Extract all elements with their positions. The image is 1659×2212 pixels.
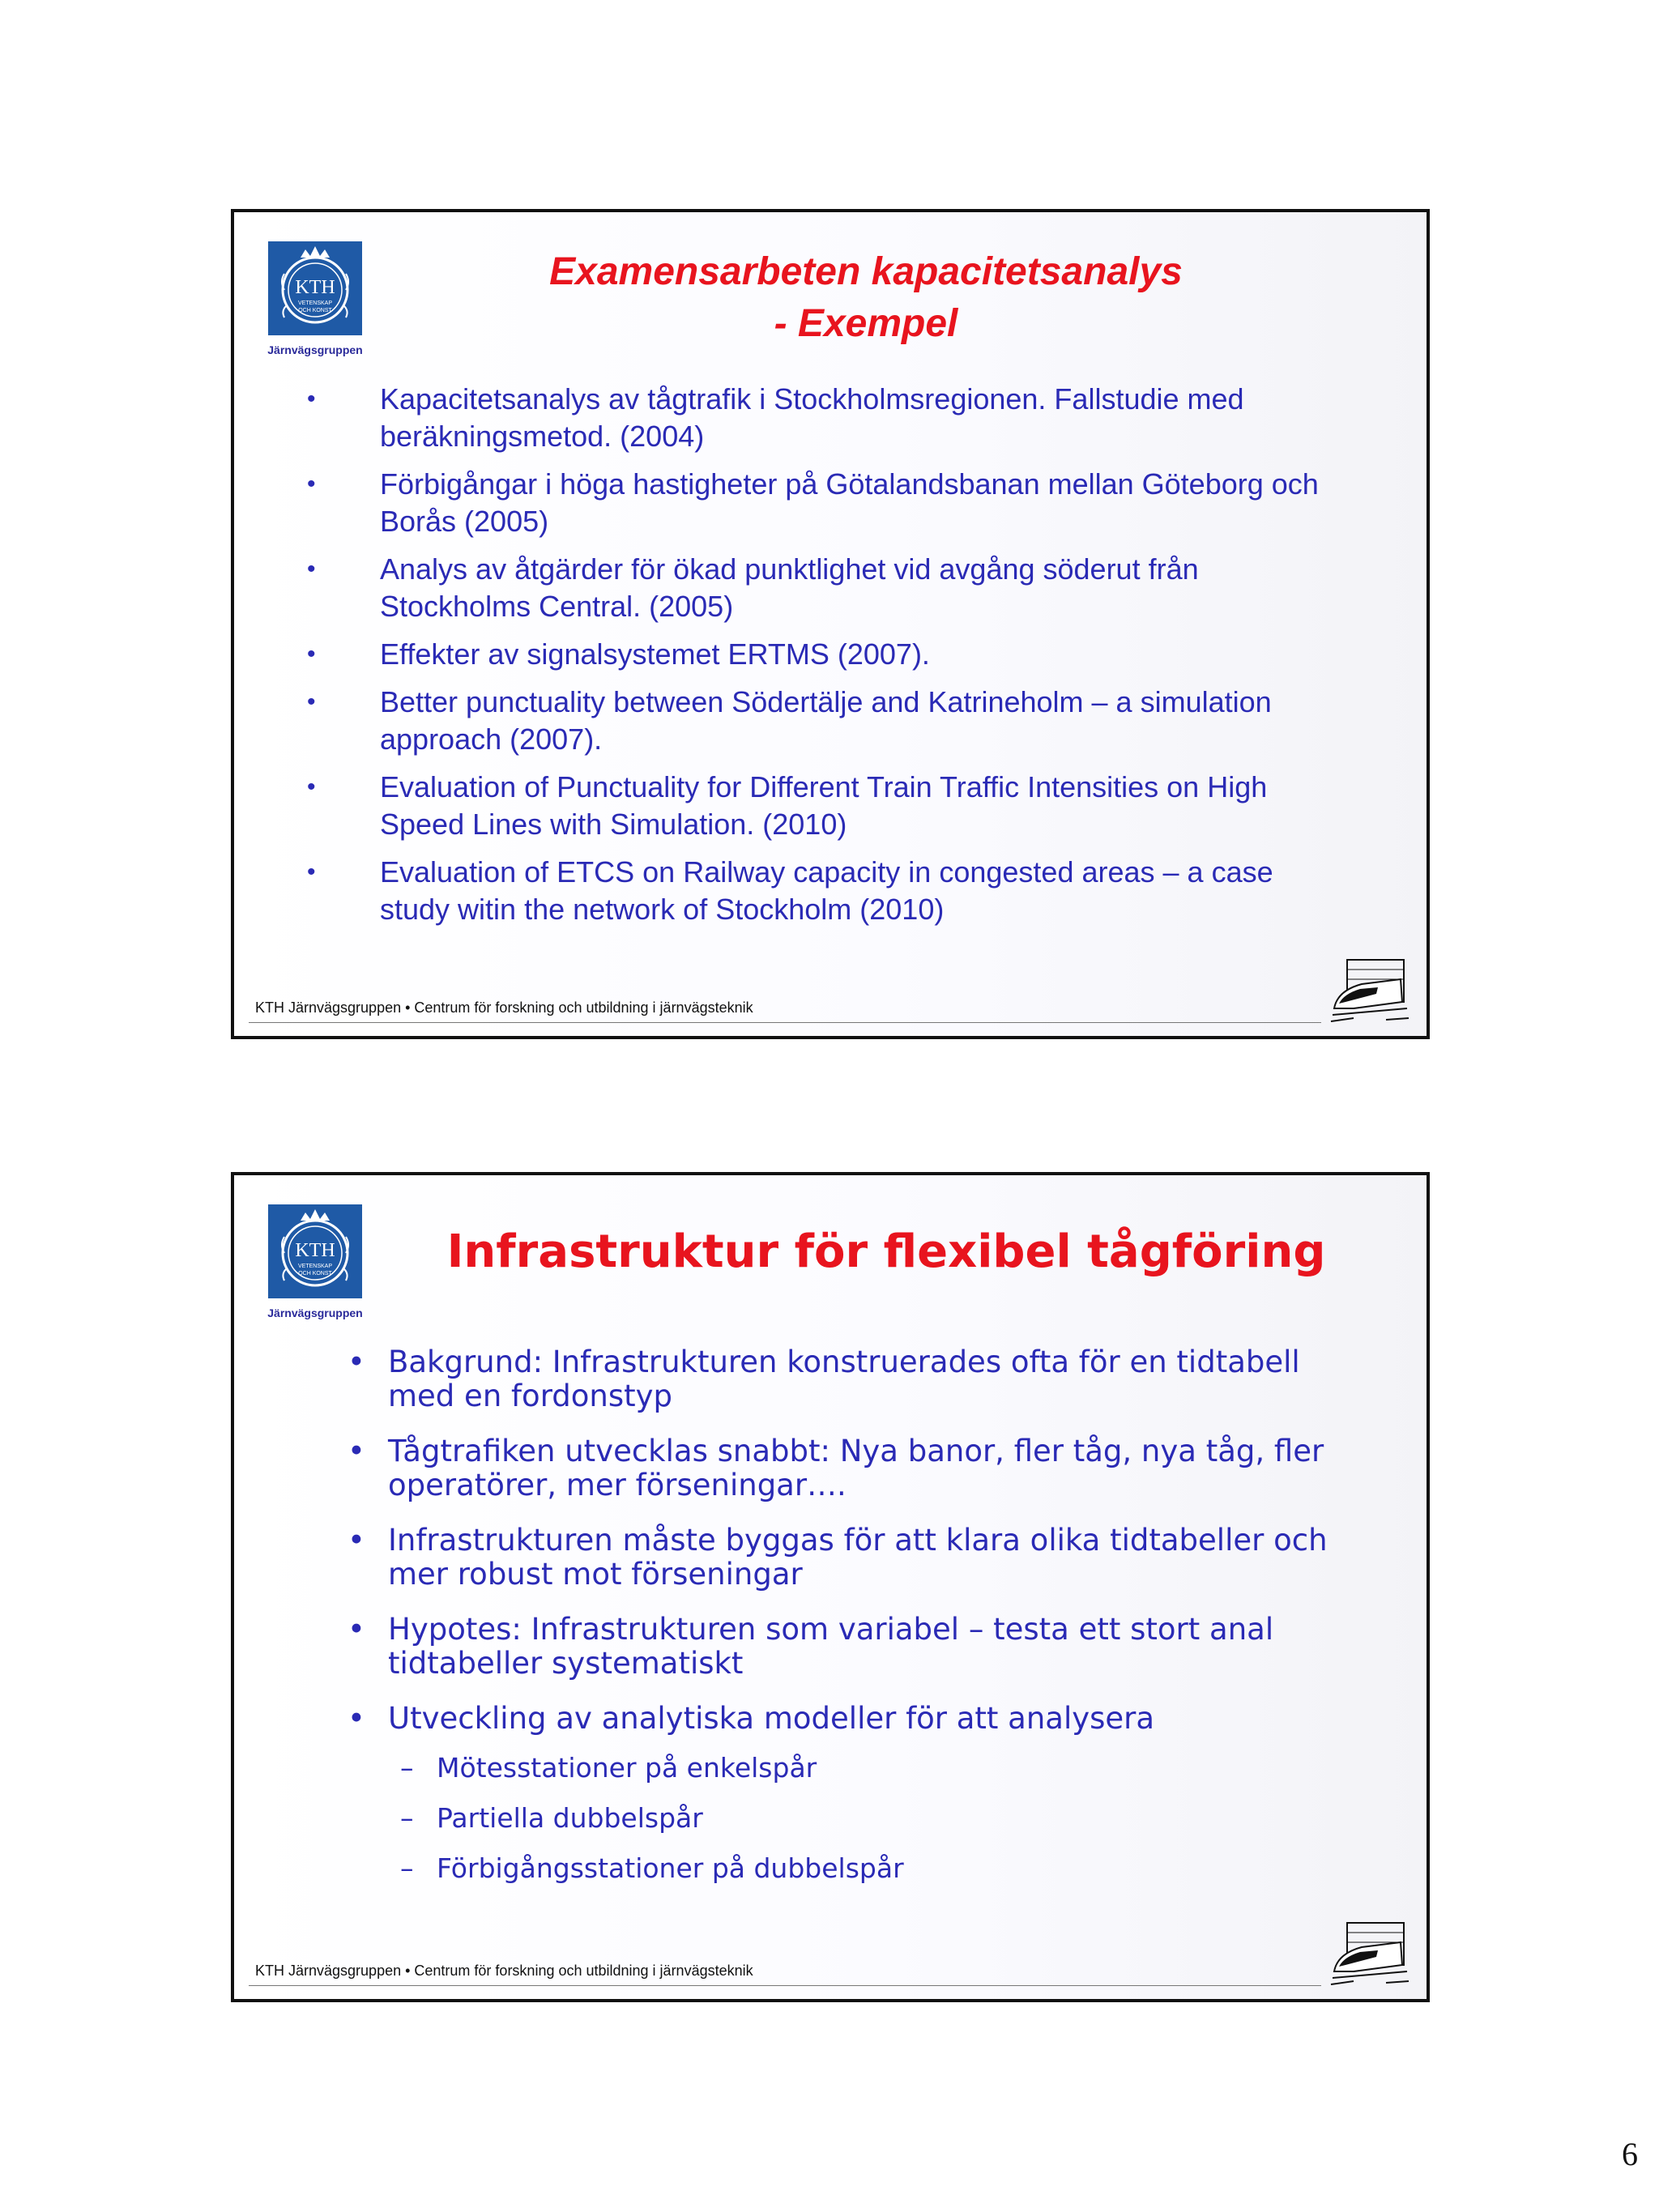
bullet-list xyxy=(234,381,1401,939)
list-item: • Evaluation of Punctuality for Different Train Traffic Intensities on High Speed Lines with Simulation. (2010) xyxy=(307,770,1268,841)
dash-icon: – xyxy=(400,1802,414,1834)
list-item: • Tågtrafiken utvecklas snabbt: Nya banor, fler tåg, nya tåg, fler operatörer, mer förseningar…. xyxy=(348,1434,1324,1502)
bullet-icon: • xyxy=(307,556,316,582)
bullet-icon: • xyxy=(307,688,316,715)
list-item: • Hypotes: Infrastrukturen som variabel – testa ett stort anal tidtabeller systematiskt xyxy=(348,1612,1274,1681)
bullet-icon: • xyxy=(348,1523,365,1558)
list-item: • Förbigångar i höga hastigheter på Götalandsbanan mellan Göteborg och Borås (2005) xyxy=(307,467,1319,538)
bullet-icon: • xyxy=(348,1434,365,1468)
slide-title-line-2: - Exempel xyxy=(774,302,958,345)
list-item: • Better punctuality between Södertälje and Katrineholm – a simulation approach (2007). xyxy=(307,685,1272,756)
list-item: • Bakgrund: Infrastrukturen konstruerades ofta för en tidtabell med en fordonstyp xyxy=(348,1345,1300,1413)
bullet-icon: • xyxy=(307,641,316,667)
bullet-icon: • xyxy=(307,471,316,497)
kth-crest-icon xyxy=(268,1204,362,1298)
list-item: • Utveckling av analytiska modeller för att analysera xyxy=(348,1701,1155,1736)
list-item: • Effekter av signalsystemet ERTMS (2007). xyxy=(234,636,1328,673)
list-item: • Evaluation of ETCS on Railway capacity in congested areas – a case study witin the network of Stockholm (2010) xyxy=(307,855,1273,926)
bullet-icon: • xyxy=(307,859,316,885)
slide-title: Infrastruktur för flexibel tågföring xyxy=(446,1225,1326,1278)
bullet-icon: • xyxy=(348,1701,365,1736)
svg-text:KTH: KTH xyxy=(295,277,335,298)
train-icon xyxy=(1329,955,1410,1028)
list-item: • Analys av åtgärder för ökad punktlighet vid avgång söderut från Stockholms Central. (2005) xyxy=(307,552,1199,623)
page-number: 6 xyxy=(1622,2136,1638,2172)
svg-text:OCH KONST: OCH KONST xyxy=(298,308,332,313)
sub-list-item: – Partiella dubbelspår xyxy=(400,1802,703,1834)
bullet-icon: • xyxy=(348,1345,365,1379)
slide-footer: KTH Järnvägsgruppen • Centrum för forskning och utbildning i järnvägsteknik xyxy=(255,999,753,1016)
slide-2 xyxy=(231,1172,1430,2002)
dash-icon: – xyxy=(400,1852,414,1884)
dash-icon: – xyxy=(400,1752,414,1784)
bullet-icon: • xyxy=(307,386,316,412)
svg-text:VETENSKAP: VETENSKAP xyxy=(297,1264,333,1269)
list-item: • Infrastrukturen måste byggas för att klara olika tidtabeller och mer robust mot förseningar xyxy=(348,1523,1328,1592)
svg-text:KTH: KTH xyxy=(295,1240,335,1261)
list-item: • Kapacitetsanalys av tågtrafik i Stockholmsregionen. Fallstudie med beräkningsmetod. (2004) xyxy=(307,382,1244,453)
train-icon xyxy=(1329,1918,1410,1991)
bullet-list xyxy=(234,1345,1401,1903)
svg-text:VETENSKAP: VETENSKAP xyxy=(297,300,333,306)
sub-list-item: – Förbigångsstationer på dubbelspår xyxy=(400,1852,904,1884)
slide-title-line-1: Examensarbeten kapacitetsanalys xyxy=(549,250,1183,293)
kth-logo xyxy=(267,241,364,356)
bullet-icon: • xyxy=(307,774,316,800)
sub-list-item: – Mötesstationer på enkelspår xyxy=(400,1752,817,1784)
slide-1 xyxy=(231,209,1430,1039)
kth-logo xyxy=(267,1204,364,1319)
footer-divider xyxy=(249,1022,1321,1023)
logo-caption: Järnvägsgruppen xyxy=(267,343,363,356)
bullet-icon: • xyxy=(348,1612,365,1647)
slide-title xyxy=(420,246,1311,350)
svg-text:OCH KONST: OCH KONST xyxy=(298,1271,332,1276)
kth-crest-icon xyxy=(268,241,362,335)
footer-divider xyxy=(249,1985,1321,1986)
logo-caption: Järnvägsgruppen xyxy=(267,1306,363,1319)
slide-footer: KTH Järnvägsgruppen • Centrum för forskning och utbildning i järnvägsteknik xyxy=(255,1963,753,1979)
